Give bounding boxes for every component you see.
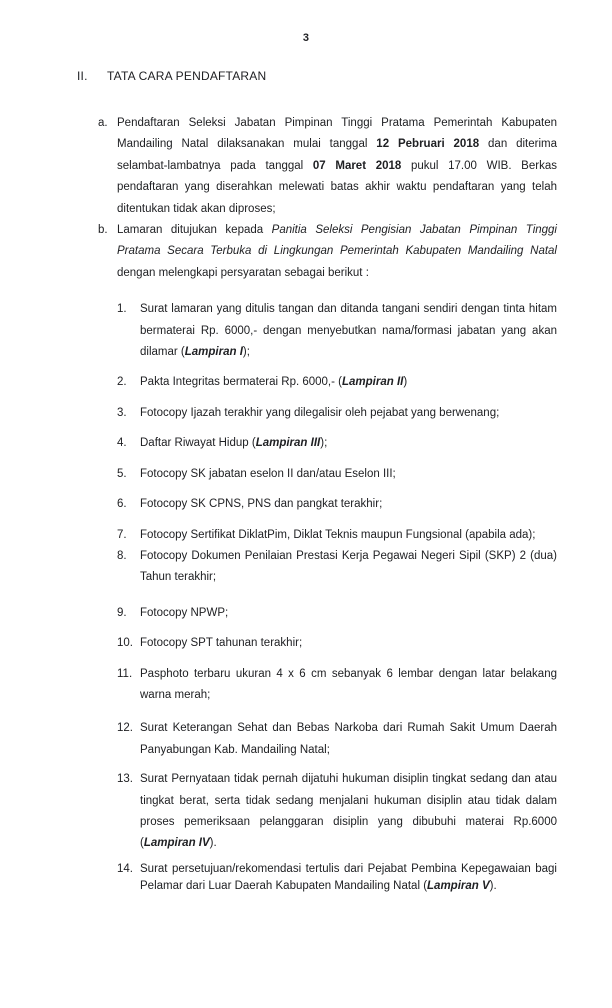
- list-item-text: [140, 718, 557, 761]
- text-segment: Surat lamaran yang ditulis tangan dan ditanda tangani sendiri dengan tinta hitam bermaterai Rp. 6000,- dengan menyebutkan nama/formasi jabatan yang akan dilamar (: [140, 303, 557, 359]
- list-item-text: [140, 464, 557, 485]
- list-item-label: 7.: [117, 528, 127, 541]
- list-item-text: [140, 403, 557, 424]
- list-item: [117, 299, 557, 363]
- list-item-text: [140, 525, 557, 546]
- text-segment: Pakta Integritas bermaterai Rp. 6000,- (: [140, 376, 342, 389]
- list-item-text: [140, 494, 557, 515]
- text-segment: Lampiran IV: [143, 837, 210, 850]
- text-segment: ): [403, 376, 408, 389]
- list-item: [117, 861, 557, 895]
- list-item-label: 3.: [117, 406, 127, 419]
- list-item: [117, 603, 557, 624]
- list-item: [117, 403, 557, 424]
- text-segment: Fotocopy SK jabatan eselon II dan/atau Eselon III;: [140, 467, 396, 480]
- list-item: [117, 464, 557, 485]
- list-item-text: [140, 546, 557, 589]
- text-segment: Surat Pernyataan tidak pernah dijatuhi hukuman disiplin tingkat sedang dan atau tingkat berat, serta tidak sedang menjalani hukuman disiplin atau tidak dalam proses pemeriksaan pelanggaran disiplin yang dibubuhi materai Rp.6000 (: [140, 773, 557, 850]
- text-segment: pukul 17.00 WIB. Berkas pendaftaran yang diserahkan melewati batas akhir waktu pendaftaran yang telah ditentukan tidak akan diproses;: [117, 159, 557, 215]
- list-item: [117, 664, 557, 707]
- text-segment: Surat Keterangan Sehat dan Bebas Narkoba dari Rumah Sakit Umum Daerah Panyabungan Kab. Mandailing Natal;: [140, 722, 557, 756]
- list-item-label: 11.: [117, 667, 133, 680]
- list-item-text: [140, 861, 557, 895]
- list-item: [117, 546, 557, 589]
- text-segment: Surat persetujuan/rekomendasi tertulis dari Pejabat Pembina Kepegawaian bagi Pelamar dari Luar Daerah Kabupaten Mandailing Natal (: [140, 862, 557, 892]
- text-segment: Panitia Seleksi Pengisian Jabatan Pimpinan Tinggi Pratama Secara Terbuka di Lingkungan Pemerintah Kabupaten Mandailing Natal: [117, 224, 557, 258]
- text-segment: Lampiran II: [342, 376, 404, 389]
- list-item-text: [140, 633, 557, 654]
- text-segment: Fotocopy NPWP;: [140, 606, 229, 619]
- text-segment: dengan melengkapi persyaratan sebagai berikut :: [117, 266, 369, 279]
- text-segment: dan diterima selambat-lambatnya pada tanggal: [117, 138, 558, 172]
- list-item-text: [117, 220, 557, 284]
- list-item-label: 5.: [117, 467, 127, 480]
- list-item-label: 4.: [117, 437, 127, 450]
- text-segment: 07 Maret 2018: [312, 159, 402, 172]
- list-item-label: 8.: [117, 549, 127, 562]
- text-segment: );: [242, 346, 250, 359]
- list-item: [117, 769, 557, 855]
- text-segment: Daftar Riwayat Hidup (: [140, 437, 256, 450]
- list-item: [117, 433, 557, 454]
- list-item-label: b.: [98, 224, 108, 237]
- list-item-label: 6.: [117, 498, 127, 511]
- list-item-text: [140, 372, 557, 393]
- list-item-label: 13.: [117, 773, 133, 786]
- list-item: [117, 494, 557, 515]
- list-item-label: 9.: [117, 606, 127, 619]
- requirements-list: [117, 299, 557, 895]
- text-segment: 12 Pebruari 2018: [376, 138, 480, 151]
- list-item-label: 2.: [117, 376, 127, 389]
- list-item-text: [117, 113, 557, 220]
- text-segment: Lamaran ditujukan kepada: [117, 224, 272, 237]
- list-item-text: [140, 299, 557, 363]
- list-item-label: 10.: [117, 637, 133, 650]
- lettered-list: [98, 113, 557, 284]
- text-segment: );: [320, 437, 328, 450]
- list-item-label: a.: [98, 117, 108, 129]
- section-title: TATA CARA PENDAFTARAN: [107, 69, 267, 83]
- text-segment: Fotocopy Dokumen Penilaian Prestasi Kerja Pegawai Negeri Sipil (SKP) 2 (dua) Tahun terakhir;: [140, 549, 557, 584]
- page-number: 3: [302, 32, 310, 44]
- list-item: [117, 525, 557, 546]
- list-item: [98, 220, 557, 284]
- list-item-text: [140, 603, 557, 624]
- text-segment: Fotocopy SPT tahunan terakhir;: [140, 637, 303, 650]
- text-segment: Lampiran III: [255, 437, 321, 450]
- text-segment: Lampiran I: [184, 346, 243, 359]
- text-segment: Fotocopy SK CPNS, PNS dan pangkat terakhir;: [140, 498, 383, 511]
- text-segment: Fotocopy Ijazah terakhir yang dilegalisir oleh pejabat yang berwenang;: [140, 406, 500, 419]
- list-item-text: [140, 769, 557, 855]
- list-item-text: [140, 664, 557, 707]
- text-segment: Pendaftaran Seleksi Jabatan Pimpinan Tinggi Pratama Pemerintah Kabupaten Mandailing Natal dilaksanakan mulai tanggal: [117, 117, 557, 151]
- list-item: [117, 718, 557, 761]
- list-item-label: 14.: [117, 862, 133, 875]
- section-heading: [77, 69, 612, 83]
- text-segment: Fotocopy Sertifikat DiklatPim, Diklat Teknis maupun Fungsional (apabila ada);: [140, 528, 536, 541]
- text-segment: Pasphoto terbaru ukuran 4 x 6 cm sebanyak 6 lembar dengan latar belakang warna merah;: [140, 667, 557, 701]
- text-segment: Lampiran V: [427, 879, 490, 892]
- list-item-text: [140, 433, 557, 454]
- text-segment: ).: [209, 837, 217, 850]
- section-numeral: II.: [77, 69, 88, 83]
- list-item: [117, 372, 557, 393]
- list-item: [117, 633, 557, 654]
- list-item: [98, 113, 557, 220]
- list-item-label: 1.: [117, 303, 127, 316]
- text-segment: ).: [489, 879, 497, 892]
- list-item-label: 12.: [117, 722, 133, 735]
